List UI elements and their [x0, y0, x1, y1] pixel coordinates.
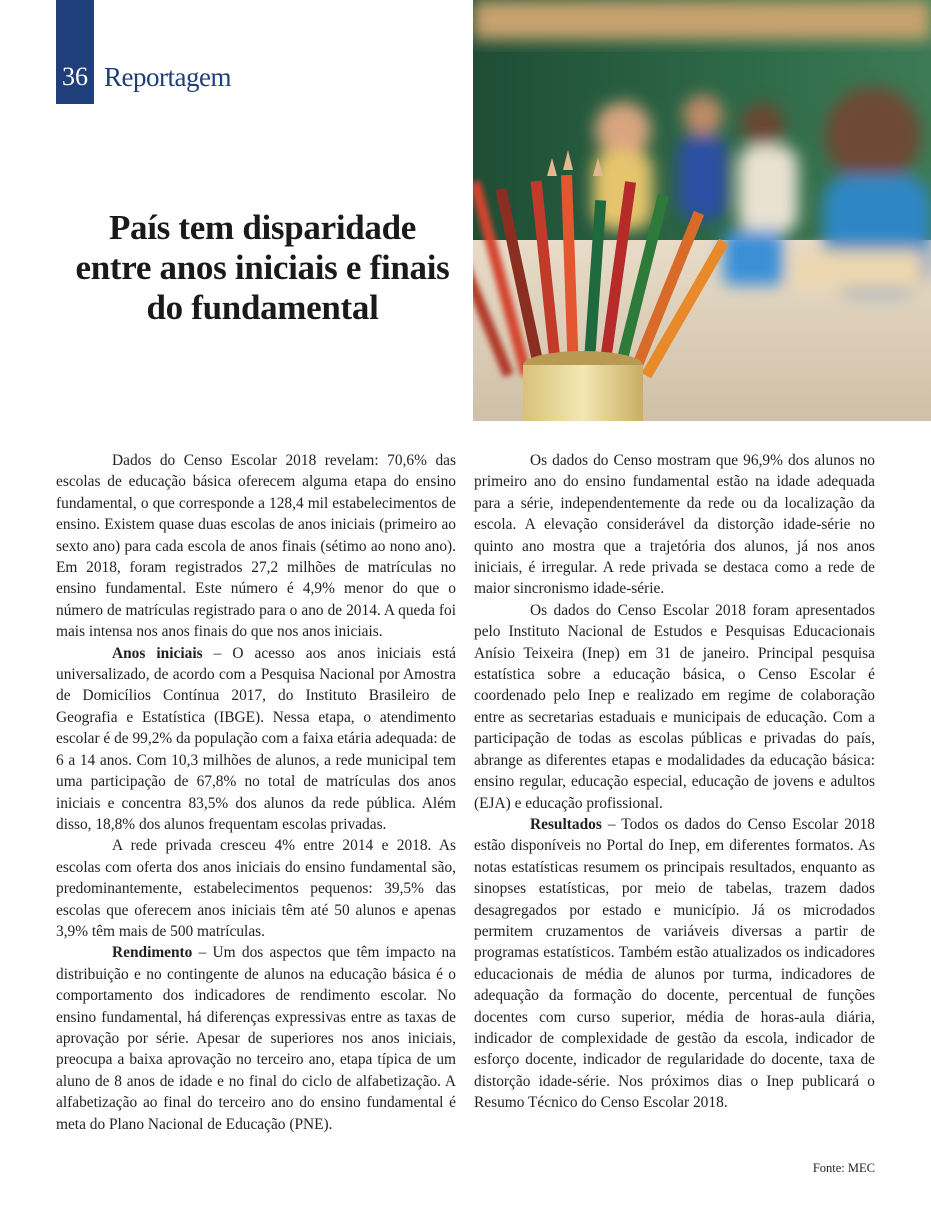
left-column: [56, 450, 456, 1135]
subheading-rendimento: Rendimento: [112, 944, 193, 962]
subheading-resultados: Resultados: [530, 815, 602, 833]
paragraph: Os dados do Censo mostram que 96,9% dos alunos no primeiro ano do ensino fundamental estão na idade adequada para a série, independentemente da rede ou da localização da escola. A elevação considerável da distorção idade-série no quinto ano mostra que a trajetória dos alunos, já nos anos iniciais, é irregular. A rede privada se destaca como a rede de maior sincronismo idade-série.: [474, 452, 875, 598]
paragraph: Dados do Censo Escolar 2018 revelam: 70,6% das escolas de educação básica oferecem alguma etapa do ensino fundamental, o que corresponde a 128,4 mil estabelecimentos de ensino. Existem quase duas escolas de anos iniciais (primeiro ao sexto ano) para cada escola de anos finais (sétimo ao nono ano). Em 2018, foram registrados 27,2 milhões de matrículas no ensino fundamental. Este número é 4,9% menor do que o número de matrículas registrado para o ano de 2014. A queda foi mais intensa nos anos finais do que nos anos iniciais.: [56, 452, 456, 641]
paragraph-resultados: [474, 814, 875, 1114]
section-label: Reportagem: [104, 62, 231, 92]
paragraph-rendimento: [56, 942, 456, 1135]
paragraph-body: – Todos os dados do Censo Escolar 2018 estão disponíveis no Portal do Inep, em diferentes formatos. As notas estatísticas resumem os principais resultados, enquanto as sinopses estatísticas, por meio de tabelas, trazem dados desagregados por estado e município. Já os microdados permitem cruzamentos de variáveis diversas a partir de programas estatísticos. Também estão atualizados os indicadores educacionais de média de alunos por turma, indicadores de adequação da formação do docente, percentual de funções docentes com curso superior, média de horas-aula diária, indicador de complexidade de gestão da escola, indicador de esforço docente, indicador de regularidade do docente, taxa de distorção idade-série. Nos próximos dias o Inep publicará o Resumo Técnico do Censo Escolar 2018.: [474, 815, 875, 1112]
right-column: [474, 450, 875, 1114]
paragraph: A rede privada cresceu 4% entre 2014 e 2018. As escolas com oferta dos anos iniciais do ensino fundamental são, predominantemente, estabelecimentos pequenos: 39,5% das escolas que oferecem anos iniciais têm até 50 alunos e apenas 3,9% têm mais de 500 matrículas.: [56, 837, 456, 940]
subheading-anos-iniciais: Anos iniciais: [112, 644, 203, 662]
article-photo: [473, 0, 931, 421]
paragraph-anos-iniciais: [56, 643, 456, 836]
paragraph-body: – Um dos aspectos que têm impacto na distribuição e no contingente de alunos na educação básica é o comportamento dos indicadores de rendimento escolar. No ensino fundamental, há diferenças expressivas entre as taxas de aprovação por série. Apesar de superiores nos anos iniciais, preocupa a baixa aprovação no terceiro ano, etapa típica de um aluno de 8 anos de idade e no final do ciclo de alfabetização. A alfabetização ao final do terceiro ano do ensino fundamental é meta do Plano Nacional de Educação (PNE).: [56, 944, 456, 1133]
source-credit: Fonte: MEC: [812, 1161, 875, 1175]
page-number: 36: [62, 62, 88, 91]
article-title: País tem disparidade entre anos iniciais e finais do fundamental: [75, 208, 450, 327]
paragraph: Os dados do Censo Escolar 2018 foram apresentados pelo Instituto Nacional de Estudos e Pesquisas Educacionais Anísio Teixeira (Inep) em 31 de janeiro. Principal pesquisa estatística sobre a educação básica, o Censo Escolar é coordenado pelo Inep e realizado em regime de colaboração entre as secretarias estaduais e municipais de educação. Com a participação de todas as escolas públicas e privadas do país, abrange as diferentes etapas e modalidades da educação básica: ensino regular, educação especial, educação de jovens e adultos (EJA) e educação profissional.: [474, 601, 875, 812]
paragraph-body: – O acesso aos anos iniciais está universalizado, de acordo com a Pesquisa Nacional por Amostra de Domicílios Contínua 2017, do Instituto Brasileiro de Geografia e Estatística (IBGE). Nessa etapa, o atendimento escolar é de 99,2% da população com a faixa etária adequada: de 6 a 14 anos. Com 10,3 milhões de alunos, a rede municipal tem uma participação de 67,8% no total de matrículas dos anos iniciais e concentra 83,5% dos alunos da rede pública. Além disso, 18,8% dos alunos frequentam escolas privadas.: [56, 644, 456, 833]
